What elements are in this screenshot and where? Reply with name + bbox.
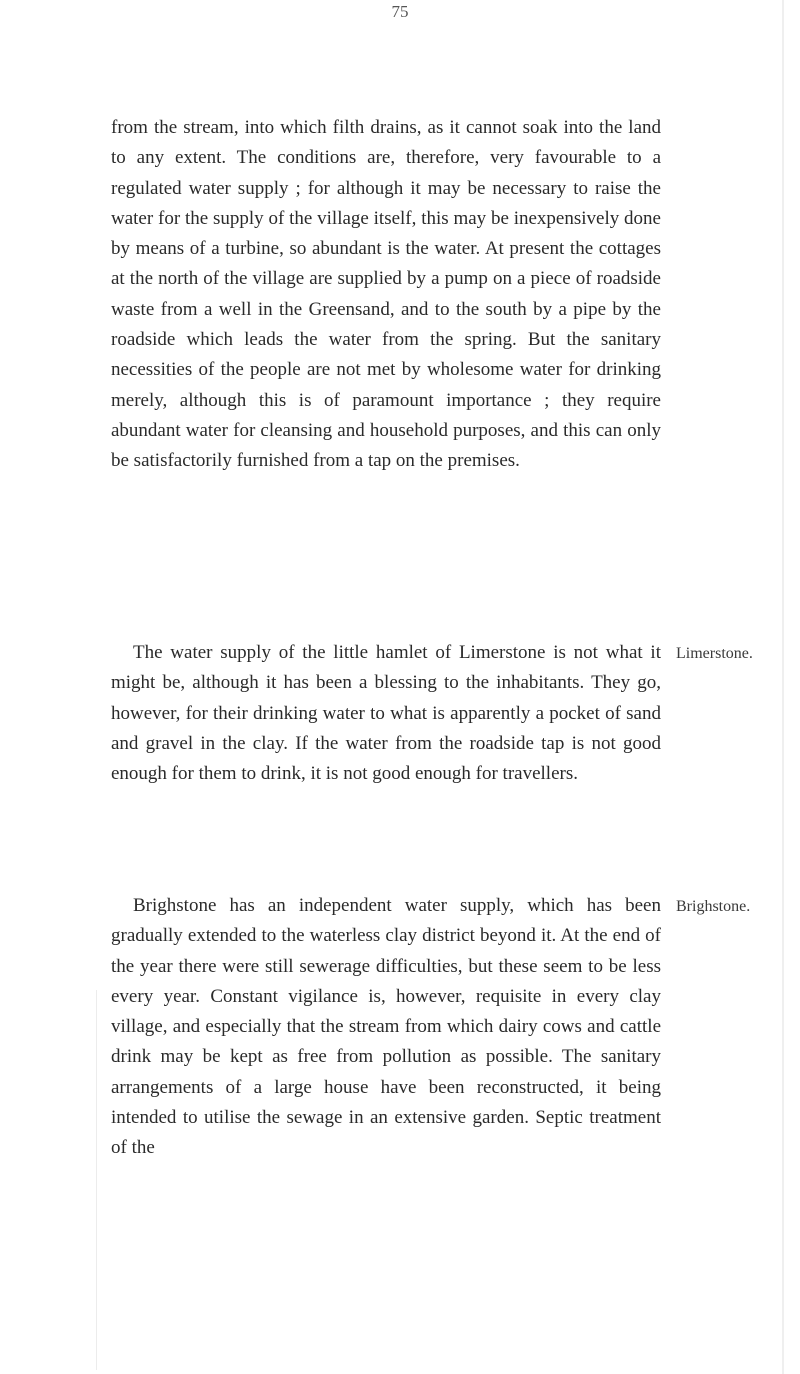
scan-edge-right bbox=[782, 0, 784, 1374]
margin-note-brighstone: Brighstone. bbox=[676, 898, 751, 915]
page-number: 75 bbox=[391, 2, 409, 21]
paragraph-limerstone: The water supply of the little hamlet of Limerstone is not what it might be, although it has been a blessing to the inhabitants. They go, however, for their drinking water to what is apparently a pocket of sand and gravel in the clay. If the water from the roadside tap is not good enough for them to drink, it is not good enough for travellers. bbox=[111, 642, 661, 785]
margin-note-limerstone: Limerstone. bbox=[676, 645, 753, 662]
paragraph-brighstone: Brighstone has an independent water supply, which has been gradually extended to the waterless clay district beyond it. At the end of the year there were still sewerage difficulties, but these seem to be less every year. Constant vigilance is, however, requisite in every clay village, and especially that the stream from which dairy cows and cattle drink may be kept as free from pollution as possible. The sanitary arrangements of a large house have been reconstructed, it being intended to utilise the sewage in an extensive garden. Septic treatment of the bbox=[111, 895, 661, 1159]
scan-edge-left bbox=[96, 990, 97, 1370]
paragraph-continuation: from the stream, into which filth drains, as it cannot soak into the land to any extent. The conditions are, therefore, very favourable to a regulated water supply ; for although it may be necessary to raise the water for the supply of the village itself, this may be inexpensively done by means of a turbine, so abundant is the water. At present the cottages at the north of the village are supplied by a pump on a piece of roadside waste from a well in the Greensand, and to the south by a pipe by the roadside which leads the water from the spring. But the sanitary necessities of the people are not met by wholesome water for drinking merely, although this is of paramount importance ; they require abundant water for cleansing and household purposes, and this can only be satisfactorily furnished from a tap on the premises. bbox=[111, 117, 661, 472]
